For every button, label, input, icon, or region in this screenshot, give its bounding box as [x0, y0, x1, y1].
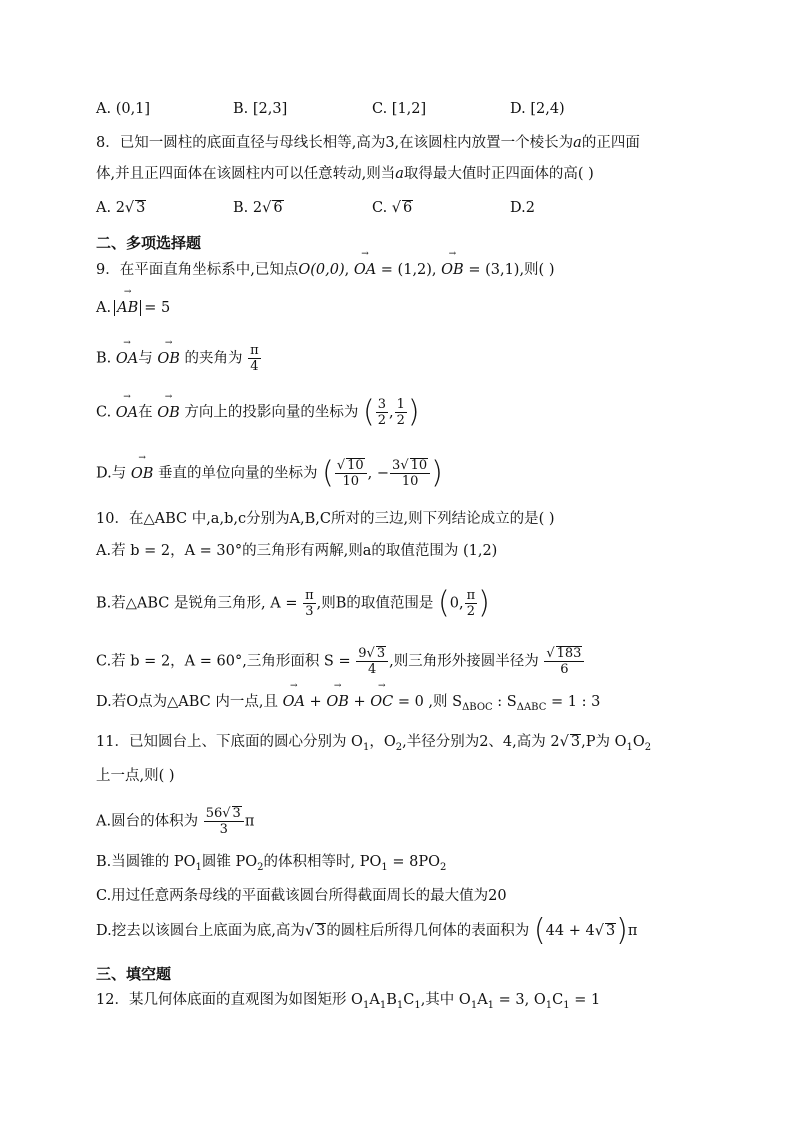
fraction-denominator: 4: [250, 359, 259, 374]
q7-option-a: A. (0,1]: [96, 101, 151, 117]
q8-stem-line1: [96, 133, 640, 153]
q11-option-a: [96, 806, 254, 837]
q12-mid: ,其中 O: [420, 992, 471, 1008]
radicand: 3: [376, 646, 386, 661]
q8-option-a: [96, 198, 146, 218]
radical-icon: [262, 200, 271, 216]
q11-text-1: 11．已知圆台上、下底面的圆心分别为 O: [96, 734, 363, 750]
q10-opt-c-pre: C.若 b = 2，A = 60°,三角形面积 S =: [96, 653, 351, 670]
radical-icon: [305, 923, 314, 939]
vector-ab: → AB: [117, 298, 138, 318]
q10-opt-b-pre: B.若△ABC 是锐角三角形, A =: [96, 595, 298, 612]
subscript: ΔABC: [516, 701, 547, 713]
q11-opt-d-mid: 的圆柱后所得几何体的表面积为: [326, 923, 530, 939]
q8-stem-line2: [96, 164, 594, 184]
q10-option-a: A.若 b = 2，A = 30°的三角形有两解,则a的取值范围为 (1,2): [96, 543, 498, 559]
vector-ob: → OB: [441, 260, 464, 280]
fraction-denominator: 4: [368, 662, 377, 677]
radical-icon: [222, 806, 230, 821]
q11-opt-b-3: 的体积相等时, PO: [263, 854, 382, 870]
q8-text-1: 8．已知一圆柱的底面直径与母线长相等,高为3,在该圆柱内放置一个棱长为: [96, 135, 574, 151]
fraction-denominator: 6: [560, 662, 569, 677]
q9-point-o: O(0,0): [298, 262, 345, 278]
ratio: = 1 : 3: [546, 694, 601, 710]
vector-ob: → OB: [326, 692, 349, 712]
fraction-denominator: 2: [396, 413, 405, 428]
q9-option-c: C. → OA在 → OB 方向上的投影向量的坐标为 ( $\frac{3}{2}$ , $\frac{1}{2}$ ): [96, 397, 420, 428]
q8-var-a-2: a: [395, 166, 404, 182]
q11-text-1d: ,P为 O: [581, 734, 627, 750]
coefficient: 9: [358, 646, 367, 661]
q10-option-b: B.若△ABC 是锐角三角形, A = $\frac{\pi}{3}$ ,则B的取值范围是 (0, $\frac{\pi}{2}$ ): [96, 585, 490, 621]
section-title-multiple-choice: 二、多项选择题: [96, 234, 202, 252]
q12-b: B: [386, 992, 397, 1008]
q9-opt-c-prefix: C.: [96, 404, 112, 421]
q9-opt-c-mid: 在: [138, 404, 153, 421]
colon: : S: [492, 694, 517, 710]
q8-opt-a-prefix: A. 2: [96, 200, 125, 216]
subscript: ΔBOC: [462, 701, 493, 713]
q10-opt-c-mid: ,则三角形外接圆半径为: [389, 653, 539, 670]
q11-option-c: C.用过任意两条母线的平面截该圆台所得截面周长的最大值为20: [96, 888, 507, 904]
q8-var-a: a: [573, 135, 582, 151]
radical-icon: [337, 458, 345, 473]
radicand: 3: [232, 806, 241, 821]
q9-opt-d-text: 垂直的单位向量的坐标为: [157, 465, 318, 482]
radical-icon: [560, 734, 569, 750]
interval-left: 0,: [449, 595, 464, 612]
fraction-numerator: 1: [396, 397, 405, 412]
q9-opt-b-fraction: [248, 343, 261, 374]
q9-opt-b-mid: 与: [138, 350, 153, 367]
q8-option-c: [372, 198, 413, 218]
fraction-denominator: 2: [377, 413, 387, 428]
vector-ob: → OB: [157, 403, 180, 423]
section-title-fill-in: 三、填空题: [96, 965, 172, 983]
q9-ob-value: = (3,1),则( ): [468, 262, 555, 278]
q8-text-2b: 取得最大值时正四面体的高( ): [403, 166, 594, 182]
q9-opt-c-text: 方向上的投影向量的坐标为: [184, 404, 359, 421]
vector-ob: → OB: [157, 349, 180, 369]
q9-opt-b-prefix: B.: [96, 350, 112, 367]
vector-oa: → OA: [116, 403, 138, 423]
q12-a2: A: [477, 992, 488, 1008]
q8-option-b: [233, 198, 284, 218]
q10-opt-d-eq: = 0 ,则 S: [397, 694, 463, 710]
q8-opt-c-radicand: 6: [403, 200, 413, 216]
q11-option-d: D.挖去以该圆台上底面为底,高为√ 3的圆柱后所得几何体的表面积为 (44 + 4√ 3)π: [96, 921, 637, 941]
fraction-denominator: 10: [342, 474, 359, 489]
q10-opt-d-pre: D.若O点为△ABC 内一点,且: [96, 694, 278, 710]
expr-prefix: 44 + 4: [545, 923, 595, 939]
q7-option-d: D. [2,4): [510, 101, 565, 117]
q9-option-b: [96, 343, 262, 374]
q8-option-d: D.2: [510, 200, 535, 216]
q11-text-1b: ，O: [369, 734, 396, 750]
q10-option-c: [96, 646, 585, 677]
q12-a: A: [369, 992, 380, 1008]
fraction-denominator: 3: [305, 604, 314, 619]
q12-c: C: [403, 992, 415, 1008]
q9-option-d: D.与 → OB 垂直的单位向量的坐标为 ( √ $\frac{10}{10}$ , − $\frac{3√ 10}{10}$ ): [96, 458, 443, 489]
vector-oa: → OA: [116, 349, 138, 369]
q9-oa-value: = (1,2),: [380, 262, 437, 278]
pi-symbol: π: [627, 923, 638, 939]
q11-option-b: B.当圆锥的 $PO_1$圆锥 $PO_2$的体积相等时, $PO_1 = 8PO_2$: [96, 854, 447, 873]
radicand: 3: [570, 734, 581, 750]
q11-stem-line2: 上一点,则( ): [96, 768, 175, 784]
q10-opt-b-mid: ,则B的取值范围是: [316, 595, 434, 612]
q11-opt-b-2: 圆锥 PO: [201, 854, 258, 870]
vector-ob: → OB: [131, 464, 154, 484]
q12-text: 12．某几何体底面的直观图为如图矩形 O: [96, 992, 363, 1008]
q7-option-c: C. [1,2]: [372, 101, 427, 117]
coefficient: 56: [205, 806, 223, 821]
fraction-denominator: 10: [401, 474, 419, 489]
q8-opt-b-radicand: 6: [273, 200, 283, 216]
fraction-denominator: 2: [466, 604, 475, 619]
radical-icon: [546, 646, 554, 661]
q10-stem: 10．在△ABC 中,a,b,c分别为A,B,C所对的三边,则下列结论成立的是( ): [96, 511, 555, 527]
q9-opt-b-text: 的夹角为: [184, 350, 243, 367]
radical-icon: [400, 458, 408, 473]
q8-opt-c-prefix: C.: [372, 200, 392, 216]
q11-opt-d-pre: D.挖去以该圆台上底面为底,高为: [96, 923, 305, 939]
pi-symbol: π: [244, 813, 255, 830]
radical-icon: [125, 200, 134, 216]
q12-eq1: = 3, O: [494, 992, 546, 1008]
radicand: 3: [316, 923, 326, 939]
q12-stem: 12．某几何体底面的直观图为如图矩形 $O_1A_1B_1C_1$,其中 $O_1A_1 = 3$, $O_1C_1 = 1$: [96, 992, 601, 1011]
radical-icon: [392, 200, 401, 216]
q9-opt-a-prefix: A.: [96, 300, 112, 316]
fraction-numerator: 3: [377, 397, 387, 412]
q8-opt-a-radicand: 3: [136, 200, 146, 216]
q7-option-b: B. [2,3]: [233, 101, 288, 117]
q9-opt-d-prefix: D.与: [96, 465, 127, 482]
q8-text-1-end: 的正四面: [581, 135, 640, 151]
q10-option-d: D.若O点为△ABC 内一点,且 → OA + → OB + → OC = 0 ,则 $S_{\Delta BOC}$ : $S_{\Delta ABC} = 1$ : 3: [96, 692, 600, 718]
vector-oa: → OA: [283, 692, 305, 712]
q8-opt-b-prefix: B. 2: [233, 200, 263, 216]
q11-opt-b-4: = 8PO: [387, 854, 441, 870]
q9-stem: 9．在平面直角坐标系中,已知点O(0,0), → OA = (1,2), → OB = (3,1),则( ): [96, 260, 554, 280]
q12-c2: C: [552, 992, 564, 1008]
radicand: 10: [410, 458, 428, 473]
fraction-denominator: 3: [219, 822, 228, 837]
coefficient: 3: [392, 458, 401, 473]
q11-text-1c: ,半径分别为2、4,高为 2: [402, 734, 560, 750]
q9-stem-a: 9．在平面直角坐标系中,已知点: [96, 262, 299, 278]
vector-oa: → OA: [354, 260, 376, 280]
q9-opt-a-value: = 5: [144, 300, 171, 316]
radical-icon: [367, 646, 375, 661]
fraction-numerator: π: [466, 588, 476, 603]
q11-opt-a-pre: A.圆台的体积为: [96, 813, 199, 830]
radicand: 10: [347, 458, 364, 473]
radicand: 3: [605, 923, 616, 939]
q11-opt-b-1: B.当圆锥的 PO: [96, 854, 196, 870]
q11-text-1e: O: [632, 734, 645, 750]
q9-option-a: [96, 298, 170, 318]
fraction-numerator: π: [250, 343, 259, 358]
vector-oc: → OC: [370, 692, 393, 712]
radicand: 183: [556, 646, 582, 661]
fraction-numerator: π: [305, 588, 314, 603]
q8-text-2a: 体,并且正四面体在该圆柱内可以任意转动,则当: [96, 166, 396, 182]
q11-stem-line1: 11．已知圆台上、下底面的圆心分别为 $O_1$，$O_2$,半径分别为2、4,高为 2√ 3,P为 $O_1O_2$: [96, 732, 651, 758]
radical-icon: [595, 923, 604, 939]
q12-eq2: = 1: [569, 992, 601, 1008]
